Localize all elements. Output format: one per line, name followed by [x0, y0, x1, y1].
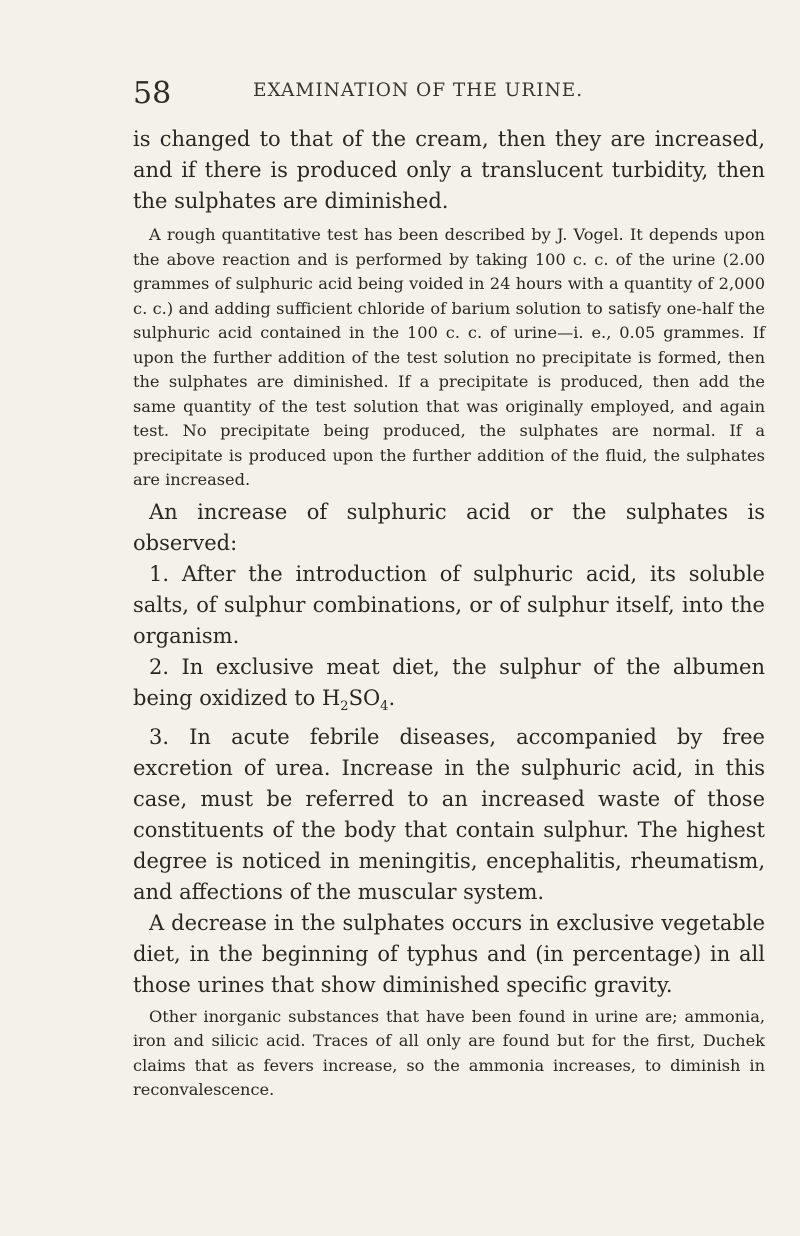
page-header: [133, 76, 763, 116]
paragraph-other-substances: Other inorganic substances that have been found in urine are; ammonia, iron and silicic acid. Traces of all only are found but for the first, Duchek claims that as fevers increase, so the ammonia increases, to diminish in reconvalescence.: [133, 1006, 765, 1100]
paragraph-vogel-test: A rough quantitative test has been described by J. Vogel. It depends upon the above reaction and is performed by taking 100 c. c. of the urine (2.00 grammes of sulphuric acid being voided in 24 hours with a quantity of 2,000 c. c.) and adding sufficient chloride of barium solution to satisfy one-half the sulphuric acid contained in the 100 c. c. of urine—i. e., 0.05 grammes. If upon the further addition of the test solution no precipitate is formed, then the sulphates are diminished. If a precipitate is produced, then add the same quantity of the test solution that was originally employed, and again test. No precipitate being produced, the sulphates are normal. If a precipitate is produced upon the further addition of the fluid, the sulphates are increased.: [133, 225, 765, 489]
page-number: 58: [133, 76, 172, 111]
list-item-2-end: .: [388, 685, 396, 710]
list-item-2-text: 2. In exclusive meat diet, the sulphur of the albumen being oxidized to H: [133, 654, 765, 710]
subscript-4: 4: [380, 698, 389, 714]
main-text: [133, 124, 765, 1103]
paragraph-decrease: A decrease in the sulphates occurs in exclusive vegetable diet, in the beginning of typhus and (in percentage) in all those urines that show diminished specific gravity.: [133, 910, 765, 997]
running-title: EXAMINATION OF THE URINE.: [253, 80, 584, 101]
paragraph-increase-intro: An increase of sulphuric acid or the sulphates is observed:: [133, 499, 765, 555]
list-item-3: 3. In acute febrile diseases, accompanied by free excretion of urea. Increase in the sulphuric acid, in this case, must be referred to an increased waste of those constituents of the body that contain sulphur. The highest degree is noticed in meningitis, encephalitis, rheumatism, and affections of the muscular system.: [133, 724, 765, 904]
list-item-1: 1. After the introduction of sulphuric acid, its soluble salts, of sulphur combinations, or of sulphur itself, into the organism.: [133, 561, 765, 648]
paragraph-continuation: is changed to that of the cream, then they are increased, and if there is produced only a translucent turbidity, then the sulphates are diminished.: [133, 127, 765, 213]
list-item-2: [133, 652, 765, 722]
subscript-2: 2: [340, 698, 349, 714]
formula-so: SO: [348, 685, 381, 710]
